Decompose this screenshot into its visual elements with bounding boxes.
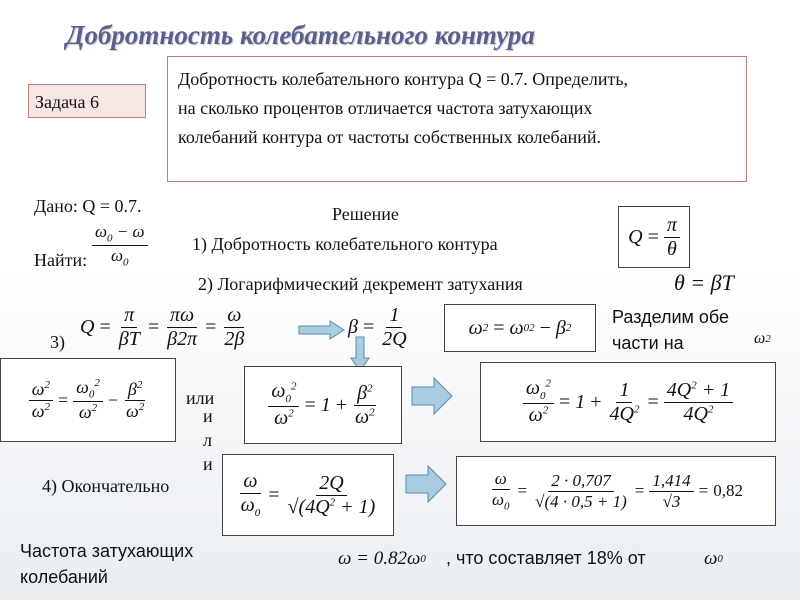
or-letter: и [203,406,213,426]
formula-omega-sq: ω 2 = ω 0 2 − β 2 [444,304,596,352]
formula-beta: β = $\frac{1}{2Q}$ [348,304,407,350]
conclusion-suffix: , что составляет 18% от [446,548,646,568]
step-3: 3) [50,332,65,352]
omega-result: ω = 0.82ω [338,548,421,569]
formula-ratio-1: $\frac{\omega^2}{\omega^2}$ = $\frac{\omega_0^2}{\omega^2}$ − $\frac{\beta^2}{\omega^2}$ [0,358,176,442]
q-num: π [664,214,680,238]
or-letter: л [203,430,212,450]
find-formula: $\frac{\omega_0 - \omega}{\omega_0}$ [92,222,148,269]
den-a: 4 · 0,5 + 1 [550,491,622,511]
formula-numeric: $\frac{\omega}{\omega_0}$ = $\frac{2 \cdot 0,707}{√(4 \cdot 0,5 + 1)}$ = $\frac{1,414}{√3}$ = 0,82 [456,456,776,526]
find-label: Найти: [34,250,88,270]
divide-by-omega-sq: ω 2 [754,330,771,347]
formula-ratio-3: $\frac{\omega_0^2}{\omega^2}$ = 1 + $\frac{1}{4Q^2}$ = $\frac{4Q^2 + 1}{4Q^2}$ [480,362,776,442]
q-den: θ [666,237,677,260]
formula-q-chain: Q = $\frac{\pi}{\beta T}$ = $\frac{\pi\omega}{\beta 2\pi}$ = $\frac{\omega}{2\beta}$ [80,304,245,350]
task-line: Добротность колебательного контура Q = 0.7. Определить, [178,69,629,89]
solution-heading: Решение [332,204,399,224]
formula-final: $\frac{\omega}{\omega_0}$ = $\frac{2Q}{√(4Q^2 + 1)}$ [222,454,394,536]
formula-q-theta: Q = $\frac{\pi}{\theta}$ [618,206,690,268]
or-word: или [186,388,215,408]
conclusion-formula: ω = 0.82ω 0 [338,548,426,569]
conclusion-omega0: ω 0 [704,548,723,569]
page-title: Добротность колебательного контура [66,20,535,50]
conclusion-prefix: Частота затухающих колебаний [20,541,194,587]
given-text: Дано: Q = 0.7. [34,196,142,216]
arrow-right-icon [404,464,448,504]
result-value: 0,82 [713,481,743,500]
formula-theta-beta: θ = βT [674,270,734,295]
step-2: 2) Логарифмический декремент затухания [198,274,523,294]
task-line: на сколько процентов отличается частота затухающих [178,98,593,118]
arrow-right-icon [298,320,346,340]
arrow-right-icon [410,376,454,416]
task-label: Задача 6 [28,84,146,118]
task-statement-box [167,56,747,182]
formula-ratio-2: $\frac{\omega_0^2}{\omega^2}$ = 1 + $\frac{\beta^2}{\omega^2}$ [244,366,402,444]
final-num: 2Q [316,472,346,496]
or-letter: и [203,454,213,474]
num-a: 2 · 0,707 [548,471,614,492]
divide-note: Разделим обе части на [612,307,730,353]
or-vertical [203,404,213,476]
step-1: 1) Добротность колебательного контура [192,234,498,254]
step-4: 4) Окончательно [42,476,170,496]
den-b: 3 [671,491,681,511]
num-b: 1,414 [649,471,693,492]
task-line: колебаний контура от частоты собственных колебаний. [178,127,602,147]
